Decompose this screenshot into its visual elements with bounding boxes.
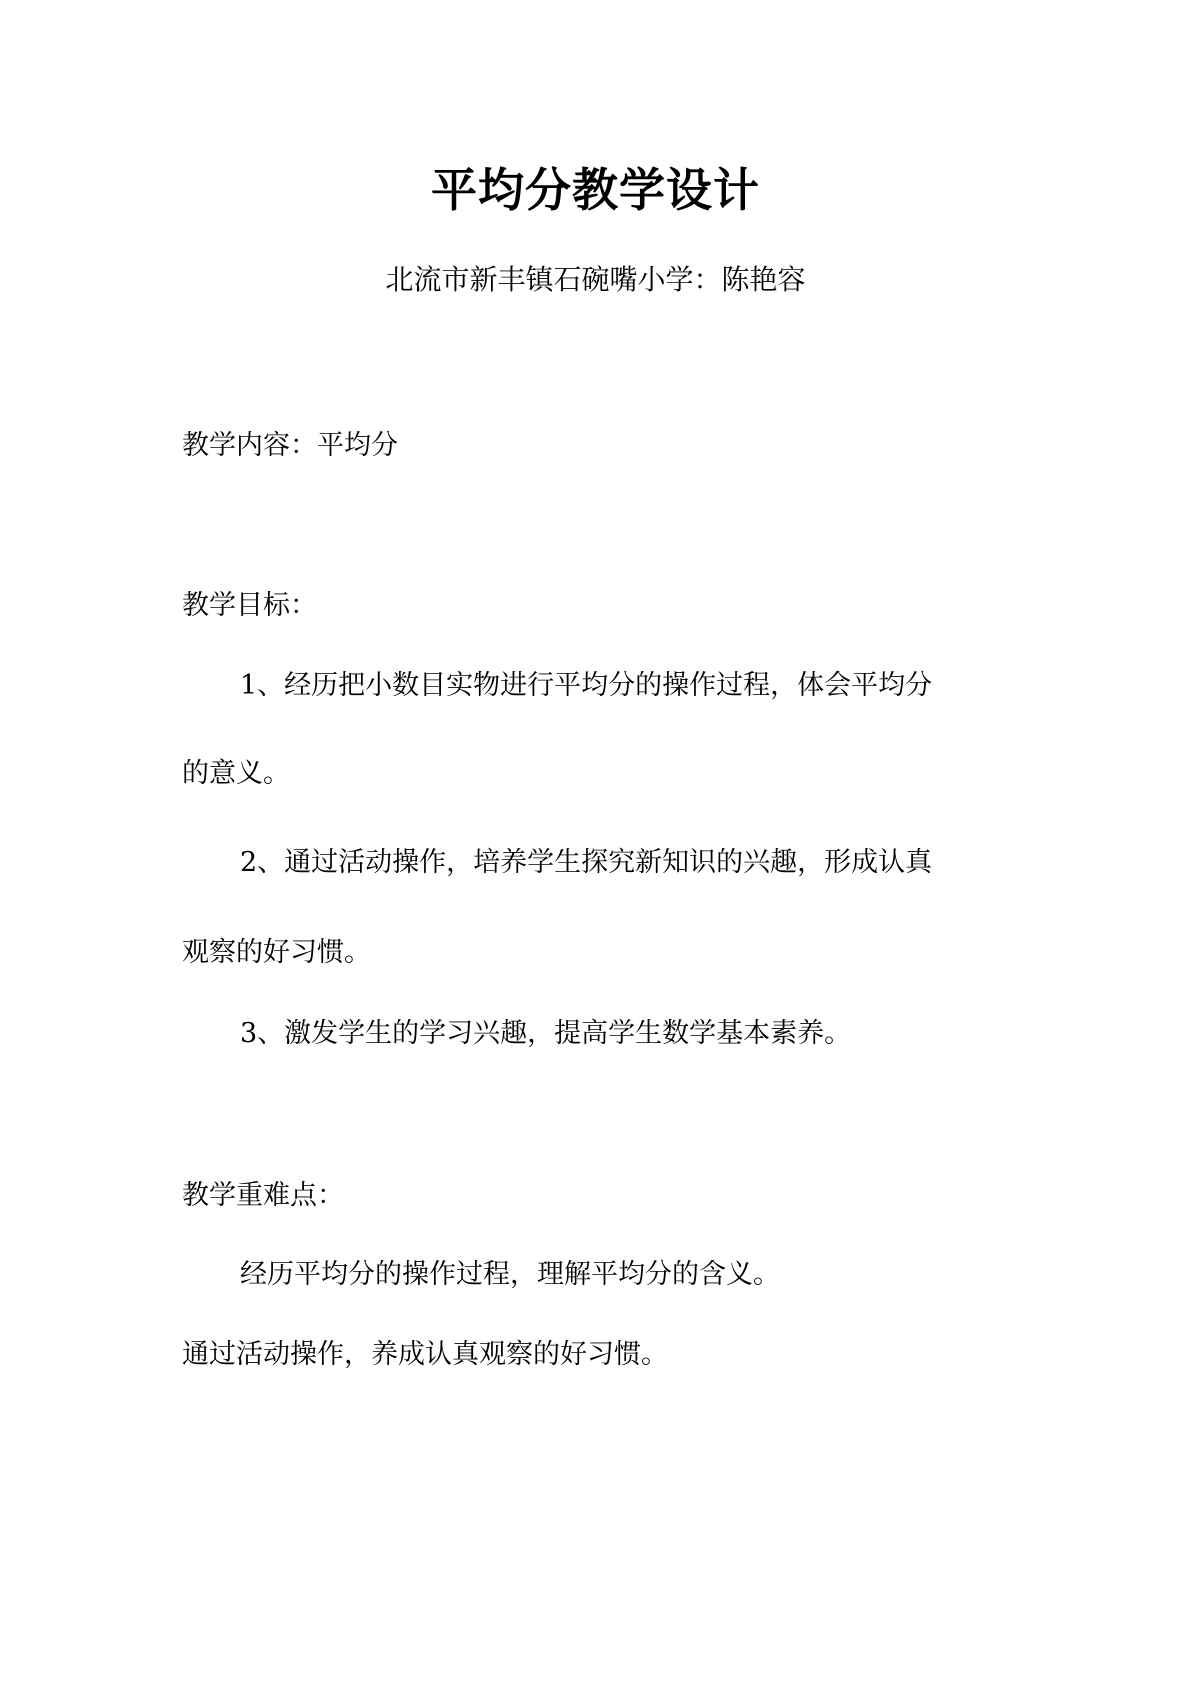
- key-points-heading: 教学重难点：: [182, 1180, 344, 1211]
- key-point-2: 通过活动操作，养成认真观察的好习惯。: [182, 1339, 668, 1370]
- objectives-heading: 教学目标：: [182, 590, 317, 621]
- teaching-content-line: 教学内容：平均分: [182, 430, 398, 461]
- objective-1-line-2: 的意义。: [182, 758, 290, 789]
- author-line: 北流市新丰镇石碗嘴小学：陈艳容: [385, 263, 806, 296]
- objective-3-line-1: 3、激发学生的学习兴趣，提高学生数学基本素养。: [240, 1018, 852, 1049]
- objective-2-line-1: 2、通过活动操作，培养学生探究新知识的兴趣，形成认真: [240, 847, 933, 878]
- objective-2-line-2: 观察的好习惯。: [182, 937, 371, 968]
- key-point-1: 经历平均分的操作过程，理解平均分的含义。: [240, 1259, 780, 1290]
- objective-1-line-1: 1、经历把小数目实物进行平均分的操作过程，体会平均分: [240, 670, 933, 701]
- document-title: 平均分教学设计: [431, 163, 760, 217]
